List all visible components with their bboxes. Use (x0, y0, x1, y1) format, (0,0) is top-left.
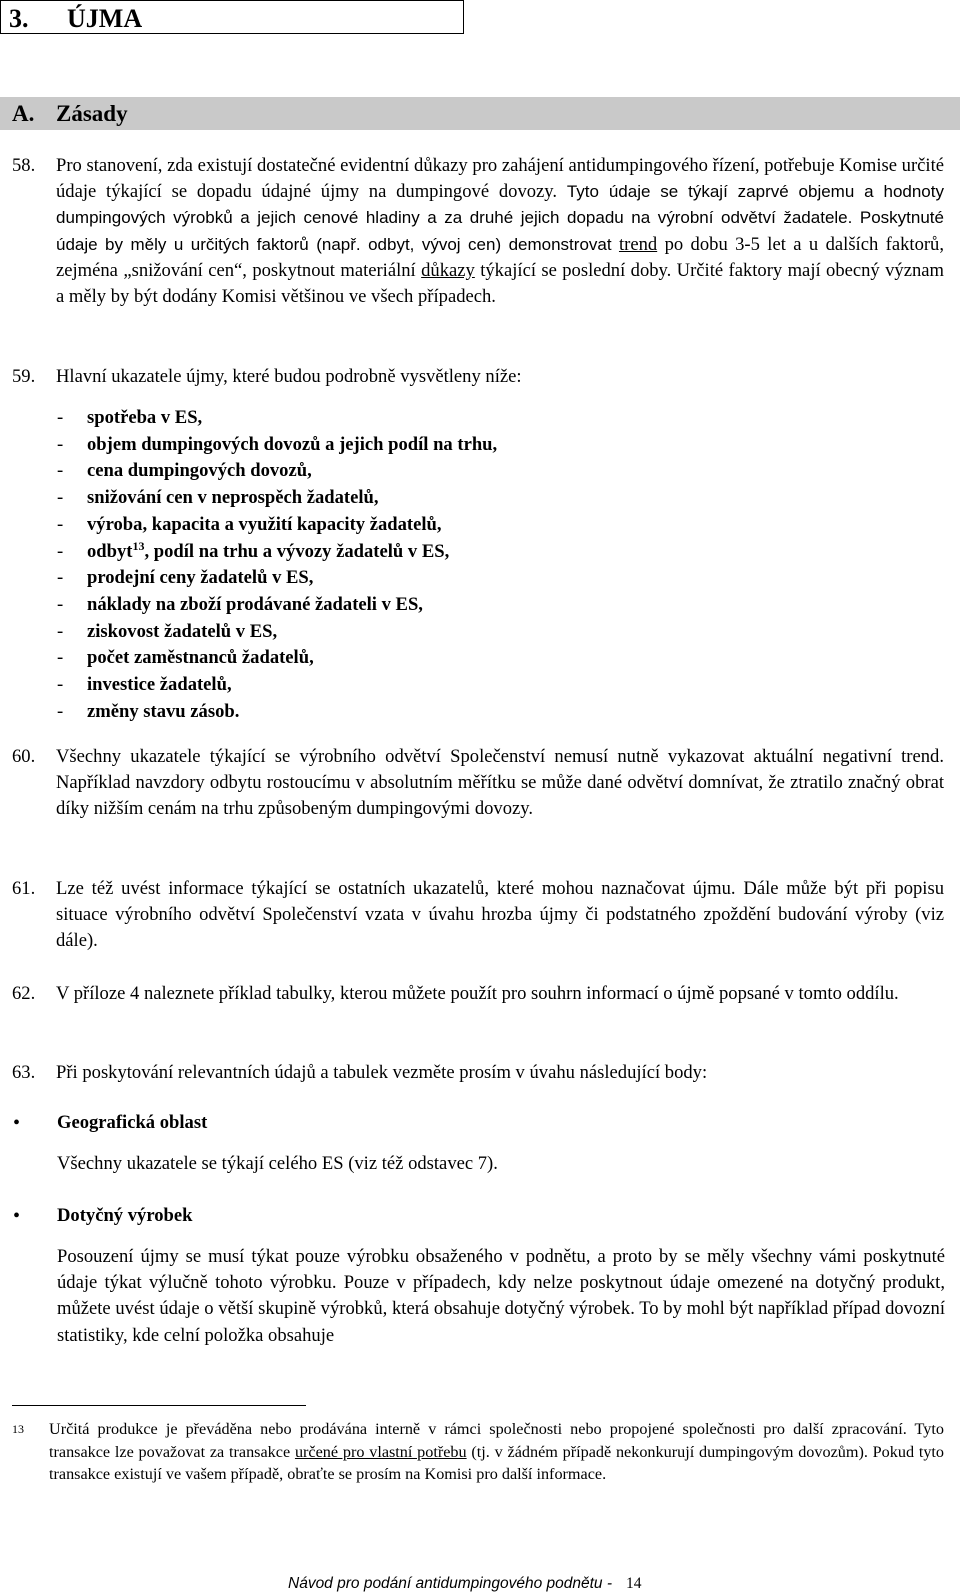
dash: - (57, 513, 64, 535)
bullet-icon: • (13, 1205, 21, 1227)
bullet-text-product: Posouzení újmy se musí týkat pouze výrobku obsaženého v podnětu, a proto by se měly všechny vámi poskytnuté údaje týkat výlučně tohoto výrobku. Pouze v případech, kdy nelze poskytnout údaje omezené na dotyčný produkt, můžete uvést údaje o větší skupině výrobků, která obsahuje dotyčný výrobek. To by mohl být například případ dovozní statistiky, kde celní položka obsahuje (57, 1246, 945, 1346)
page-footer (288, 1575, 642, 1593)
footnote-text-1: Určitá produkce je převáděna nebo prodávána interně v rámci společnosti nebo propojené společnosti pro další zpracování. Tyto transakce lze považovat za transakce (49, 1420, 944, 1461)
paragraph-text (56, 153, 944, 310)
list-item (57, 672, 497, 699)
footnote-separator (12, 1405, 306, 1406)
bullet-heading-product: Dotyčný výrobek (57, 1205, 193, 1226)
list-item-text-rest: , podíl na trhu a vývozy žadatelů v ES, (144, 540, 450, 562)
list-item (57, 565, 497, 592)
list-item (57, 645, 497, 672)
footnote-13 (12, 1418, 944, 1486)
section-title (0, 0, 464, 34)
footnote-text-2: (tj. v žádném případě nekonkurují dumpingovým dovozům). Pokud tyto transakce existují ve vašem případě, obraťte se prosím na Komisi pro další informace. (49, 1442, 945, 1483)
subsection-title: Zásady (56, 101, 128, 126)
paragraph-62 (12, 981, 944, 1007)
list-item (57, 592, 497, 619)
dash: - (57, 487, 64, 509)
subsection-label: A. (12, 101, 35, 126)
list-item-text: objem dumpingových dovozů a jejich podíl na trhu, (87, 433, 498, 455)
list-item-text: investice žadatelů, (87, 674, 232, 696)
p58-underline-dukazy: důkazy (421, 259, 475, 281)
list-item-text: cena dumpingových dovozů, (87, 460, 312, 482)
dash: - (57, 593, 64, 615)
list-item-text: ziskovost žadatelů v ES, (87, 620, 278, 642)
paragraph-61 (12, 876, 944, 955)
footnote-text (49, 1418, 944, 1486)
p58-text-1: Pro stanovení, zda existují dostatečné evidentní důkazy pro zahájení antidumpingového řízení, potřebuje Komise určité údaje týkající se dopadu údajné újmy na dumpingové dovozy. (56, 155, 944, 203)
p58-text-3: po dobu 3-5 let a u dalších faktorů, zejména „snižování cen“, poskytnout materiální (56, 233, 944, 281)
bullet-icon: • (13, 1112, 21, 1134)
page-number: 14 (626, 1575, 642, 1592)
paragraph-63 (12, 1060, 944, 1086)
list-item (57, 619, 497, 646)
dash: - (57, 540, 64, 562)
p58-text-4: týkající se poslední doby. (480, 259, 672, 281)
dash: - (57, 647, 64, 669)
list-item-text: náklady na zboží prodávané žadateli v ES, (87, 593, 423, 615)
dash: - (57, 460, 64, 482)
dash: - (57, 433, 64, 455)
paragraph-59 (12, 364, 944, 390)
dash: - (57, 700, 64, 722)
list-item-text: snižování cen v neprospěch žadatelů, (87, 487, 379, 509)
footer-text: Návod pro podání antidumpingového podnětu - (288, 1575, 613, 1592)
paragraph-number: 60. (12, 746, 36, 767)
dash: - (57, 620, 64, 642)
list-item (57, 458, 497, 485)
list-item (57, 405, 497, 432)
p58-text-5: Určité faktory mají obecný význam a měly by být dodány Komisi většinou ve všech případech. (56, 259, 944, 308)
list-item (57, 699, 497, 726)
paragraph-number: 59. (12, 366, 36, 387)
p58-underline-trend: trend (618, 233, 658, 255)
dash: - (57, 567, 64, 589)
section-number: 3. (9, 4, 29, 33)
list-item-text: výroba, kapacita a využití kapacity žadatelů, (87, 513, 442, 535)
list-item (57, 512, 497, 539)
paragraph-number: 58. (12, 155, 36, 176)
bullet-heading-geographic: Geografická oblast (57, 1112, 208, 1133)
list-item-text: spotřeba v ES, (87, 407, 203, 428)
paragraph-text: Lze též uvést informace týkající se ostatních ukazatelů, které mohou naznačovat újmu. Dále může být při popisu situace výrobního odvětví Společenství vzata v úvahu hrozba újmy či podstatného zpoždění budování výroby (viz dále). (56, 878, 944, 952)
list-item-text: změny stavu zásob. (87, 700, 240, 722)
list-item (57, 432, 497, 459)
paragraph-number: 63. (12, 1062, 36, 1083)
paragraph-text: Všechny ukazatele týkající se výrobního odvětví Společenství nemusí nutně vykazovat aktuální negativní trend. Například navzdory odbytu rostoucímu v absolutním měřítku se může dané odvětví domnívat, že ztratilo značný obrat díky nižším cenám na trhu způsobeným dumpingovými dovozy. (56, 746, 944, 820)
paragraph-58 (12, 153, 944, 310)
footnote-ref[interactable]: 13 (132, 538, 145, 553)
paragraph-number: 62. (12, 983, 36, 1004)
list-item (57, 485, 497, 512)
list-item-text: prodejní ceny žadatelů v ES, (87, 567, 314, 589)
list-item-text: odbyt (87, 540, 133, 562)
paragraph-number: 61. (12, 878, 36, 899)
subsection-bar (0, 97, 960, 130)
dash: - (57, 674, 64, 696)
paragraph-text: V příloze 4 naleznete příklad tabulky, kterou můžete použít pro souhrn informací o újmě popsané v tomto oddílu. (56, 983, 899, 1004)
paragraph-text: Při poskytování relevantních údajů a tabulek vezměte prosím v úvahu následující body: (56, 1062, 708, 1083)
bullet-text-geographic: Všechny ukazatele se týkají celého ES (viz též odstavec 7). (57, 1153, 498, 1174)
p58-text-2: Tyto údaje se týkají zaprvé objemu a hodnoty dumpingových výrobků a jejich cenové hladiny a za druhé jejich dopadu na výrobní odvětví žadatele. Poskytnuté údaje by měly u určitých faktorů (např. odbyt, vývoj cen) demonstrovat (56, 182, 944, 254)
paragraph-60 (12, 744, 944, 823)
paragraph-text: Hlavní ukazatele újmy, které budou podrobně vysvětleny níže: (56, 366, 522, 387)
dash: - (57, 407, 64, 428)
footnote-underline: určené pro vlastní potřebu (294, 1442, 467, 1461)
section-title-text: ÚJMA (67, 4, 143, 33)
list-item-text: počet zaměstnanců žadatelů, (87, 647, 314, 669)
list-item (57, 539, 497, 566)
footnote-number: 13 (12, 1422, 24, 1436)
injury-indicator-list (57, 405, 497, 725)
